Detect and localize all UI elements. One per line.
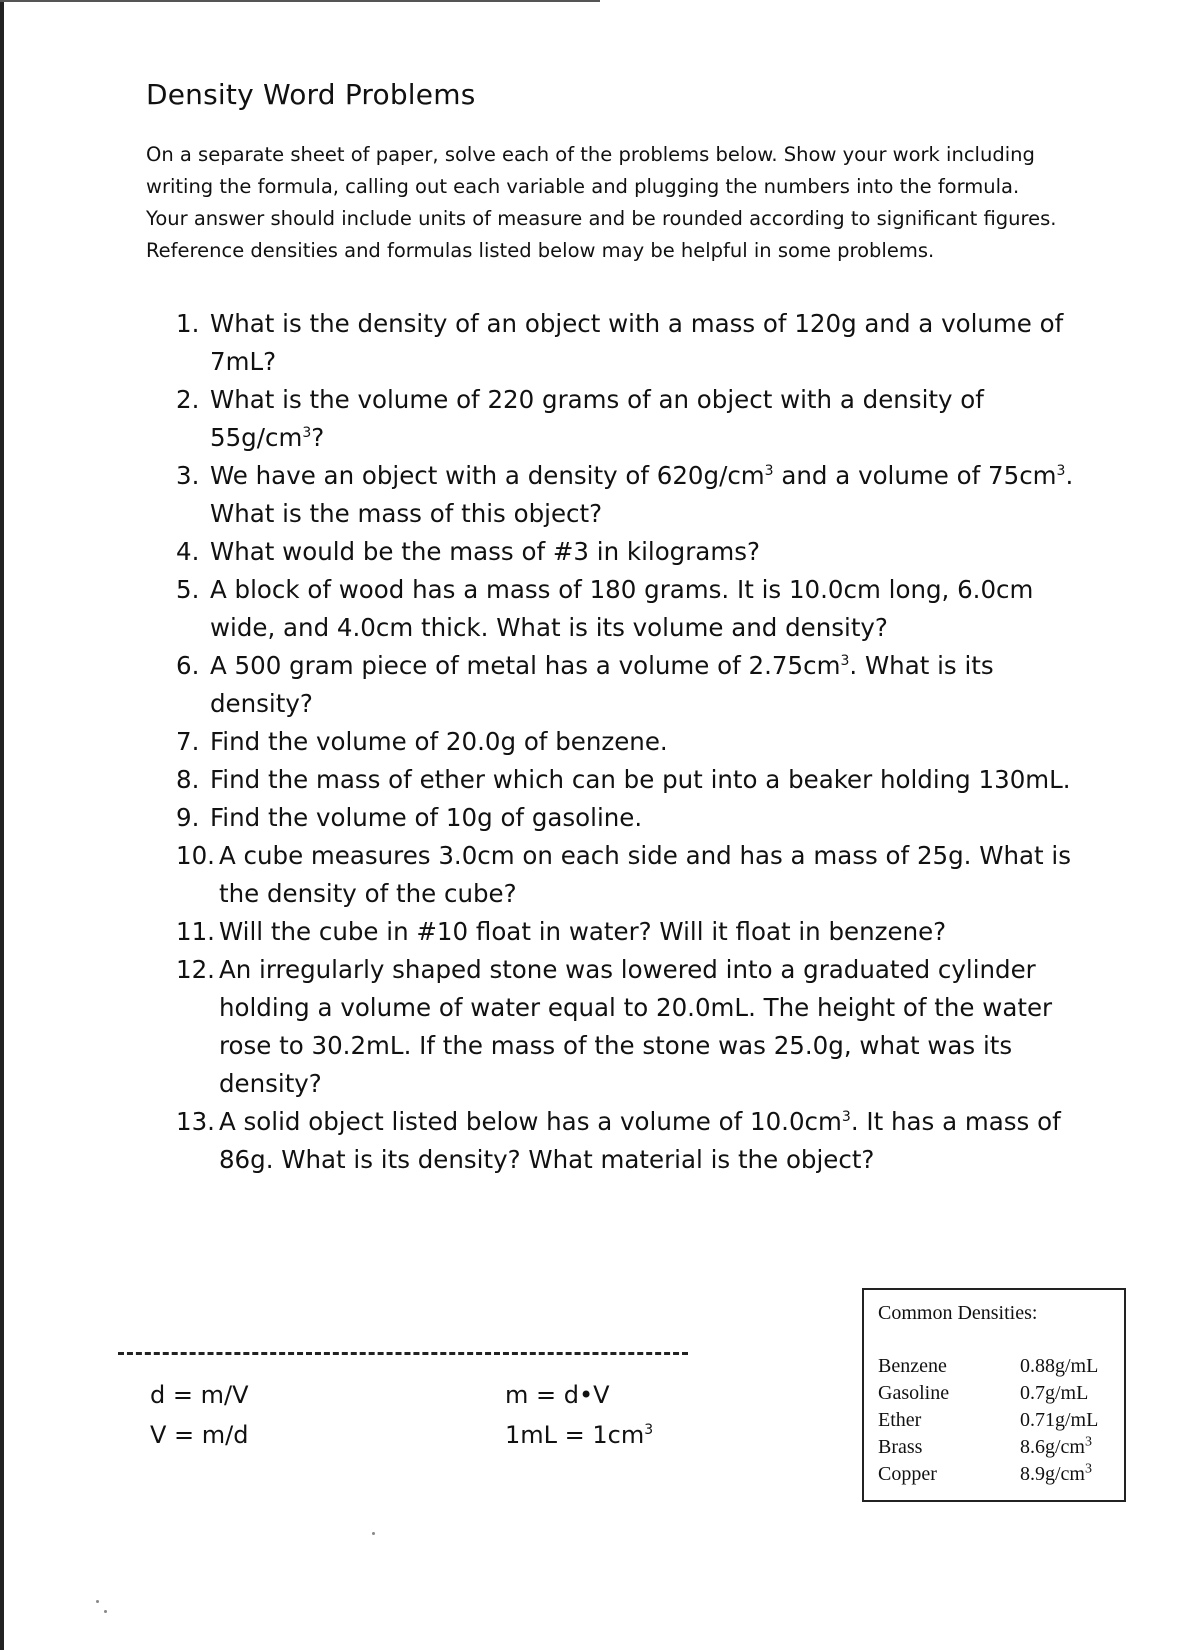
mass-formula: m = d•V [505,1381,610,1409]
problem-text-part: . What is its density? [210,651,994,718]
superscript: 3 [841,1108,851,1125]
problem-text [210,457,1076,533]
problem-text-part: and a volume of 75cm [773,461,1057,490]
problem-11 [176,913,1076,951]
problem-number: 6. [176,651,200,680]
problem-text-part: We have an object with a density of 620g/cm [210,461,765,490]
substance-density: 8.9g/cm [1020,1463,1085,1485]
page-title: Density Word Problems [146,78,476,111]
problem-text: An irregularly shaped stone was lowered into a graduated cylinder holding a volume of water equal to 20.0mL. The height of the water rose to 30.2mL. If the mass of the stone was 25.0g, what was its density? [218,955,1053,1098]
problem-4 [176,533,1076,571]
problem-number: 1. [176,309,200,338]
superscript: 3 [1085,1461,1092,1477]
problem-10 [176,837,1076,913]
problem-number: 8. [176,765,200,794]
substance-density: 0.7g/mL [1020,1382,1089,1404]
substance-name: Benzene [878,1355,947,1377]
problem-number: 13. [176,1107,215,1136]
scan-speck [104,1610,107,1613]
problem-text: A block of wood has a mass of 180 grams. It is 10.0cm long, 6.0cm wide, and 4.0cm thick. What is its volume and density? [210,575,1034,642]
problem-number: 12. [176,955,215,984]
superscript: 3 [1056,462,1066,479]
scan-speck [372,1532,375,1535]
scan-top-edge [0,0,600,2]
problem-9 [176,799,1076,837]
problem-text-part: . What is the mass of this object? [210,461,1074,528]
problem-text: Find the mass of ether which can be put into a beaker holding 130mL. [210,765,1071,794]
density-formula: d = m/V [150,1381,249,1409]
substance-density-cell [1020,1461,1112,1488]
problem-5 [176,571,1076,647]
substance-density: 8.6g/cm [1020,1436,1085,1458]
problem-number: 11. [176,917,215,946]
substance-name: Copper [878,1463,937,1485]
problem-number: 10. [176,841,215,870]
formulas-right [505,1375,653,1455]
problem-text-part: A 500 gram piece of metal has a volume of 2.75cm [210,651,841,680]
superscript: 3 [764,462,774,479]
dashed-divider [118,1352,688,1355]
unit-conversion-text: 1mL = 1cm [505,1421,645,1449]
problem-text: What would be the mass of #3 in kilograms? [210,537,760,566]
problem-text [210,647,1076,723]
problem-1 [176,305,1076,381]
problem-text: What is the density of an object with a mass of 120g and a volume of 7mL? [210,309,1064,376]
common-densities-box [862,1288,1126,1502]
substance-name: Brass [878,1436,923,1458]
substance-density-cell [1020,1434,1112,1461]
formulas-left [150,1375,248,1455]
unit-conversion [505,1415,653,1455]
problem-number: 4. [176,537,200,566]
problem-13 [176,1103,1076,1179]
problem-8 [176,761,1076,799]
problem-text-part: ? [311,423,325,452]
problem-text: Will the cube in #10 float in water? Will it float in benzene? [218,917,947,946]
worksheet [146,78,1076,1179]
problem-text: Find the volume of 20.0g of benzene. [210,727,668,756]
problem-text-part: What is the volume of 220 grams of an object with a density of 55g/cm [210,385,984,452]
substance-name: Ether [878,1409,922,1431]
problem-number: 7. [176,727,200,756]
densities-title: Common Densities: [878,1302,1038,1324]
superscript: 3 [1085,1434,1092,1450]
density-row [878,1380,1112,1407]
problem-2 [176,381,1076,457]
scan-edge [0,0,4,1650]
problem-3 [176,457,1076,533]
problem-list [146,305,1076,1179]
density-row [878,1353,1112,1380]
problem-number: 2. [176,385,200,414]
problem-text: Find the volume of 10g of gasoline. [210,803,643,832]
substance-density: 0.71g/mL [1020,1409,1099,1431]
superscript: 3 [840,652,850,669]
substance-density: 0.88g/mL [1020,1355,1099,1377]
volume-formula: V = m/d [150,1421,249,1449]
density-row [878,1407,1112,1434]
problem-text-part: . It has a mass of 86g. What is its density? What material is the object? [218,1107,1061,1174]
problem-number: 5. [176,575,200,604]
substance-name: Gasoline [878,1382,950,1404]
superscript: 3 [644,1422,654,1438]
problem-text [210,381,1076,457]
problem-text-part: A solid object listed below has a volume of 10.0cm [218,1107,842,1136]
problem-number: 9. [176,803,200,832]
problem-7 [176,723,1076,761]
density-row [878,1434,1112,1461]
density-row [878,1461,1112,1488]
problem-6 [176,647,1076,723]
instructions: On a separate sheet of paper, solve each of the problems below. Show your work including writing the formula, calling out each variable and plugging the numbers into the formula. Your answer should include units of measure and be rounded according to significant figures. Reference densities and formulas listed below may be helpful in some problems. [146,143,1057,262]
problem-12 [176,951,1076,1103]
scan-speck [96,1600,99,1603]
superscript: 3 [302,424,312,441]
problem-text: A cube measures 3.0cm on each side and has a mass of 25g. What is the density of the cube? [218,841,1071,908]
problem-number: 3. [176,461,200,490]
problem-text [219,1103,1076,1179]
